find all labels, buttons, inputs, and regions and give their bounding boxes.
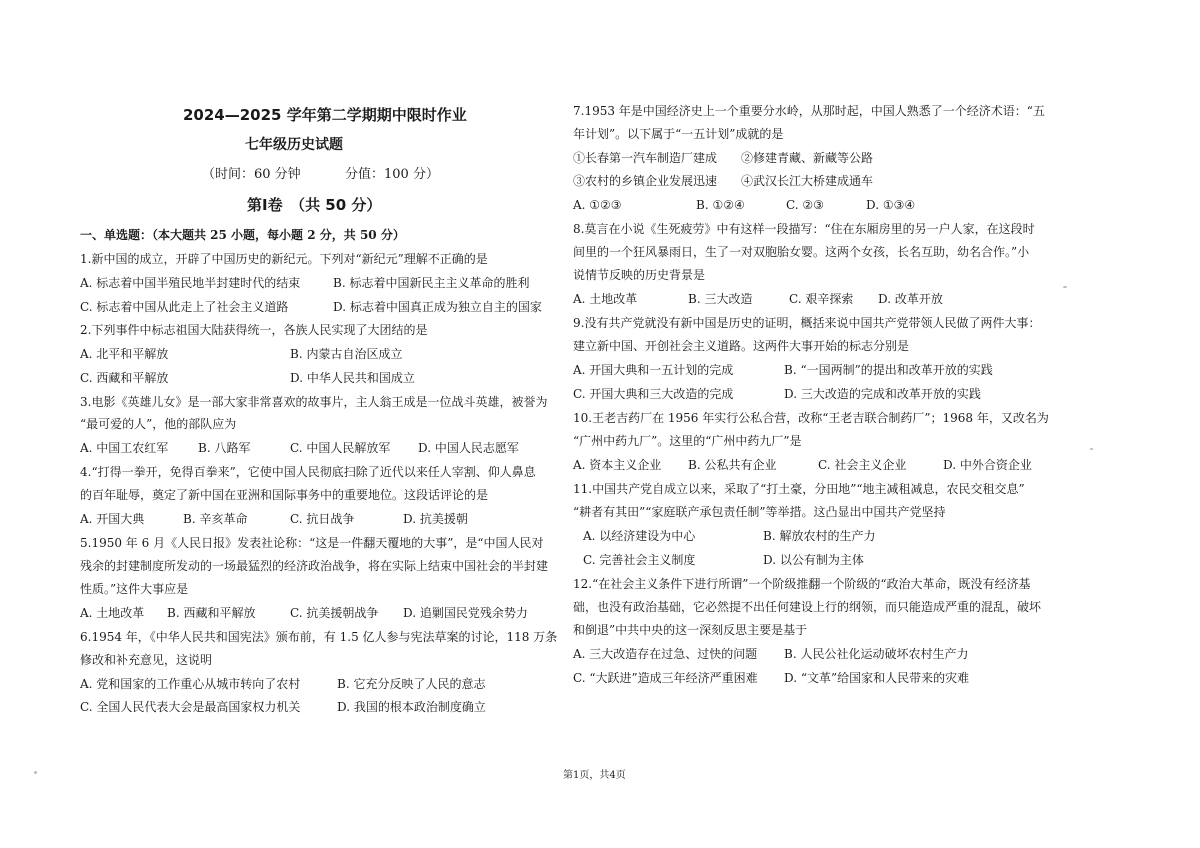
question-stem-line: 间里的一个狂风暴雨日，生了一对双胞胎女婴。这两个女孩，长名互助，幼名合作。”小 [573,245,1030,259]
question-stem: 2.下列事件中标志祖国大陆获得统一，各族人民实现了大团结的是 [80,323,428,337]
option-c: C. 西藏和平解放 [80,371,169,385]
question-stem-line: 性质。”这件大事应是 [80,582,189,596]
option-b: B. 八路军 [198,441,251,455]
option-c: C. 全国人民代表大会是最高国家权力机关 [80,700,301,714]
question-stem-line: “最可爱的人”，他的部队应为 [80,417,237,431]
question-stem-line: 10.王老吉药厂在 1956 年实行公私合营，改称“王老吉联合制药厂”；1968 年，又改名为 [573,411,1049,425]
question-stem-line: 础，也没有政治基础，它必然提不出任何建设上行的纲领，而只能造成严重的混乱，破坏 [573,600,1042,614]
question-stem-line: 修改和补充意见，这说明 [80,653,213,667]
option-a: A. 中国工农红军 [80,441,169,455]
question-item-line: ①长春第一汽车制造厂建成 ②修建青藏、新藏等公路 [573,151,874,165]
option-a: A. 标志着中国半殖民地半封建时代的结束 [80,276,301,290]
question-stem-line: 建立新中国、开创社会主义道路。这两件大事开始的标志分别是 [573,339,910,353]
option-b: B. 公私共有企业 [688,458,777,472]
scan-speck [1063,286,1067,288]
question-stem-line: “广州中药九厂”。这里的“广州中药九厂”是 [573,434,802,448]
option-d: D. 中华人民共和国成立 [290,371,415,385]
question-stem-line: 6.1954 年，《中华人民共和国宪法》颁布前，有 1.5 亿人参与宪法草案的讨论，118 万条 [80,630,558,644]
section-heading: 一、单选题：（本大题共 25 小题，每小题 2 分，共 50 分） [80,228,405,242]
option-b: B. 辛亥革命 [183,512,248,526]
question-stem-line: 的百年耻辱，奠定了新中国在亚洲和国际事务中的重要地位。这段话评论的是 [80,488,489,502]
option-d: D. 标志着中国真正成为独立自主的国家 [333,300,542,314]
question-stem-line: 5.1950 年 6 月《人民日报》发表社论称：“这是一件翻天覆地的大事”，是“中国人民对 [80,536,544,550]
scan-speck [1090,448,1093,450]
option-c: C. ②③ [786,198,824,212]
exam-title: 2024—2025 学年第二学期期中限时作业 [183,106,467,124]
question-stem-line: 年计划”。以下属于“一五计划”成就的是 [573,127,784,141]
option-c: C. 中国人民解放军 [290,441,391,455]
option-c: C. 抗美援朝战争 [290,606,379,620]
option-d: D. 三大改造的完成和改革开放的实践 [784,387,981,401]
option-a: A. 开国大典 [80,512,145,526]
option-a: A. 开国大典和一五计划的完成 [573,363,734,377]
question-stem-line: 11.中国共产党自成立以来，采取了“打土豪，分田地”“地主减租减息，农民交租交息” [573,482,1025,496]
option-a: A. 土地改革 [80,606,145,620]
option-d: D. 抗美援朝 [403,512,468,526]
option-d: D. 改革开放 [878,292,943,306]
question-stem-line: 4.“打得一拳开，免得百拳来”，它使中国人民彻底扫除了近代以来任人宰割、仰人鼻息 [80,465,536,479]
option-c: C. 抗日战争 [290,512,355,526]
question-stem-line: 3.电影《英雄儿女》是一部大家非常喜欢的故事片，主人翁王成是一位战斗英雄，被誉为 [80,395,548,409]
question-stem-line: 和倒退”中共中央的这一深刻反思主要是基于 [573,623,808,637]
part-title: 第Ⅰ卷 （共 50 分） [247,196,382,214]
scan-speck [34,771,37,774]
option-c: C. 艰辛探索 [789,292,854,306]
page-number: 第1页，共4页 [563,770,626,781]
option-c: C. 开国大典和三大改造的完成 [573,387,734,401]
option-d: D. ①③④ [866,198,916,212]
question-stem-line: 12.“在社会主义条件下进行所谓”一个阶级推翻一个阶级的“政治大革命，既没有经济基 [573,577,1031,591]
option-b: B. ①②④ [696,198,745,212]
option-b: B. 标志着中国新民主主义革命的胜利 [333,276,530,290]
exam-score: 分值：100 分） [345,167,439,182]
question-stem-line: 8.莫言在小说《生死疲劳》中有这样一段描写：“住在东厢房里的另一户人家，在这段时 [573,222,1035,236]
option-c: C. 社会主义企业 [818,458,907,472]
option-b: B. 内蒙古自治区成立 [290,347,403,361]
question-stem: 1.新中国的成立，开辟了中国历史的新纪元。下列对“新纪元”理解不正确的是 [80,252,488,266]
option-c: C. “大跃进”造成三年经济严重困难 [573,671,758,685]
option-c: C. 完善社会主义制度 [583,553,696,567]
question-item-line: ③农村的乡镇企业发展迅速 ④武汉长江大桥建成通车 [573,174,874,188]
option-d: D. 中外合资企业 [943,458,1032,472]
question-stem-line: 残余的封建制度所发动的一场最猛烈的经济政治战争，将在实际上结束中国社会的半封建 [80,559,549,573]
question-stem-line: 9.没有共产党就没有新中国是历史的证明，概括来说中国共产党带领人民做了两件大事： [573,316,1041,330]
question-stem-line: 7.1953 年是中国经济史上一个重要分水岭，从那时起，中国人熟悉了一个经济术语：“五 [573,104,1045,118]
option-a: A. ①②③ [573,198,622,212]
option-a: A. 北平和平解放 [80,347,169,361]
option-d: D. 我国的根本政治制度确立 [337,700,486,714]
exam-time: （时间：60 分钟 [202,167,301,182]
option-d: D. 以公有制为主体 [763,553,864,567]
option-b: B. 解放农村的生产力 [763,529,876,543]
option-a: A. 土地改革 [573,292,638,306]
option-d: D. 中国人民志愿军 [418,441,519,455]
option-d: D. “文革”给国家和人民带来的灾难 [784,671,970,685]
option-b: B. 它充分反映了人民的意志 [337,677,486,691]
option-a: A. 以经济建设为中心 [583,529,696,543]
option-c: C. 标志着中国从此走上了社会主义道路 [80,300,289,314]
question-stem-line: 说情节反映的历史背景是 [573,268,706,282]
option-b: B. 西藏和平解放 [167,606,256,620]
option-a: A. 党和国家的工作重心从城市转向了农村 [80,677,301,691]
exam-subtitle: 七年级历史试题 [245,137,343,153]
option-d: D. 追剿国民党残余势力 [403,606,528,620]
option-b: B. “一国两制”的提出和改革开放的实践 [784,363,993,377]
option-a: A. 资本主义企业 [573,458,662,472]
question-stem-line: “耕者有其田”“家庭联产承包责任制”等举措。这凸显出中国共产党坚持 [573,505,946,519]
option-a: A. 三大改造存在过急、过快的问题 [573,647,758,661]
option-b: B. 人民公社化运动破坏农村生产力 [784,647,969,661]
option-b: B. 三大改造 [688,292,753,306]
